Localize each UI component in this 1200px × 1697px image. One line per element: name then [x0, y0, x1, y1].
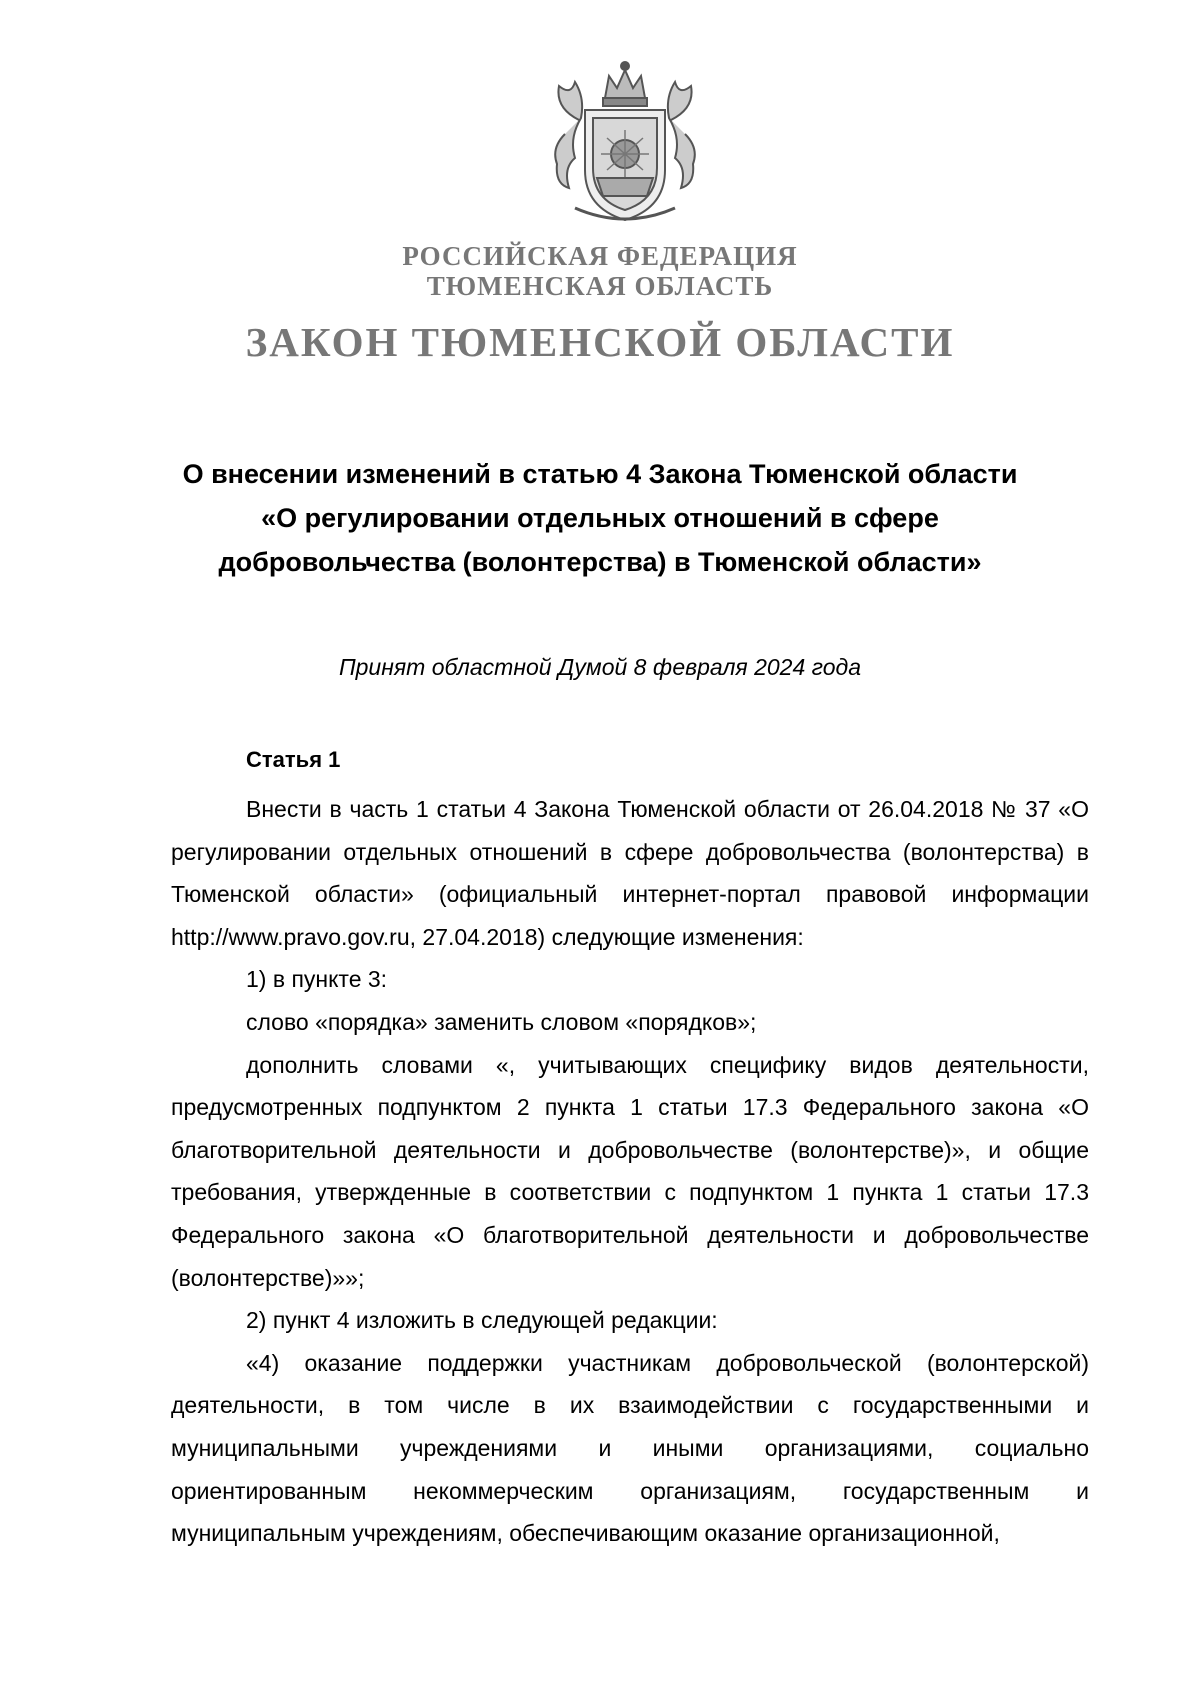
article-paragraph: 2) пункт 4 изложить в следующей редакции: — [246, 1307, 718, 1334]
article-paragraph: 1) в пункте 3: — [246, 966, 388, 993]
header-country: РОССИЙСКАЯ ФЕДЕРАЦИЯ — [402, 241, 798, 271]
article-body — [171, 788, 1089, 1555]
adoption-note: Принят областной Думой 8 февраля 2024 года — [338, 654, 862, 680]
law-title — [0, 452, 1200, 584]
article-heading: Статья 1 — [246, 747, 341, 772]
header-law-type: ЗАКОН ТЮМЕНСКОЙ ОБЛАСТИ — [245, 319, 955, 365]
coat-of-arms-emblem — [535, 58, 715, 230]
article-paragraph: «4) оказание поддержки участникам добровольческой (волонтерской) деятельности, в том числе в их взаимодействии с государственными и муниципальными учреждениями и иными организациями, социально ориентированным некоммерческим организациям, государственным и муниципальным учреждениям, обеспечивающим оказание организационной, — [171, 1349, 1089, 1547]
article-paragraph: слово «порядка» заменить словом «порядков»; — [246, 1008, 757, 1035]
law-title-line: О внесении изменений в статью 4 Закона Тюменской области — [182, 459, 1018, 489]
header-region: ТЮМЕНСКАЯ ОБЛАСТЬ — [426, 271, 774, 301]
law-title-line: «О регулировании отдельных отношений в сфере — [261, 503, 939, 533]
article-paragraph: дополнить словами «, учитывающих специфику видов деятельности, предусмотренных подпунктом 2 пункта 1 статьи 17.3 Федерального закона «О благотворительной деятельности и добровольчестве (волонтерстве)», и общие требования, утвержденные в соответствии с подпунктом 1 пункта 1 статьи 17.3 Федерального закона «О благотворительной деятельности и добровольчестве (волонтерстве)»»; — [171, 1051, 1089, 1291]
article-paragraph: Внести в часть 1 статьи 4 Закона Тюменской области от 26.04.2018 № 37 «О регулировании отдельных отношений в сфере добровольчества (волонтерства) в Тюменской области» (официальный интернет-портал правовой информации http://www.pravo.gov.ru, 27.04.2018) следующие изменения: — [171, 796, 1089, 950]
law-title-line: добровольчества (волонтерства) в Тюменской области» — [218, 547, 982, 577]
